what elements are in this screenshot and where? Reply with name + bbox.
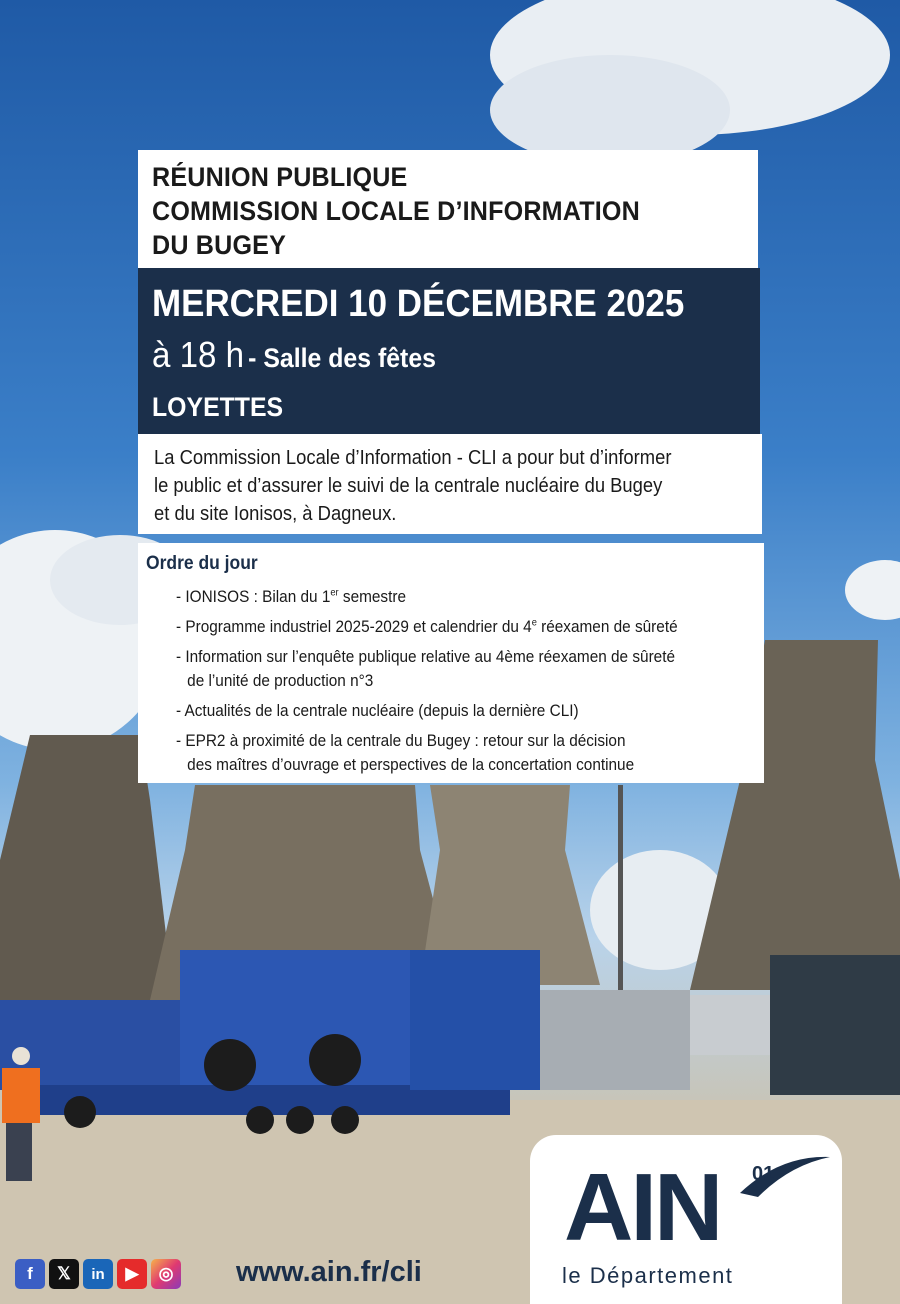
cloud-right bbox=[845, 560, 900, 620]
agenda-item-2-sup: e bbox=[531, 617, 537, 629]
event-venue: - Salle des fêtes bbox=[248, 343, 436, 373]
wheel-5 bbox=[331, 1106, 359, 1134]
title-line-2: COMMISSION LOCALE D’INFORMATION bbox=[152, 196, 640, 226]
event-time: à 18 h bbox=[152, 334, 245, 375]
website-link[interactable]: www.ain.fr/cli bbox=[236, 1256, 422, 1288]
logo-number: 01 bbox=[752, 1163, 775, 1185]
cloud-top bbox=[490, 55, 730, 165]
wheel-1 bbox=[204, 1039, 256, 1091]
wheel-2 bbox=[309, 1034, 361, 1086]
agenda-item-4: - Actualités de la centrale nucléaire (depuis la dernière CLI) bbox=[176, 702, 579, 720]
agenda-item-2 bbox=[176, 615, 715, 639]
agenda-item-1-text: - IONISOS : Bilan du 1 bbox=[176, 588, 331, 606]
facebook-icon[interactable]: f bbox=[15, 1259, 45, 1289]
agenda-item-1-sup: er bbox=[330, 587, 339, 599]
event-date-box bbox=[138, 268, 760, 434]
worker-helmet bbox=[12, 1047, 30, 1065]
building-dark bbox=[770, 955, 900, 1095]
agenda-item-2-end: réexamen de sûreté bbox=[536, 618, 678, 636]
worker-vest bbox=[2, 1068, 40, 1123]
agenda-item-1-end: semestre bbox=[338, 588, 407, 606]
agenda-title: Ordre du jour bbox=[146, 553, 258, 574]
logo-ain: AIN bbox=[564, 1154, 721, 1261]
agenda-list bbox=[176, 585, 756, 777]
trailer-frame bbox=[410, 950, 540, 1090]
wheel-3 bbox=[246, 1106, 274, 1134]
logo-subtitle: le Département bbox=[562, 1263, 734, 1288]
title-line-1: RÉUNION PUBLIQUE bbox=[152, 162, 408, 192]
agenda-item-5 bbox=[176, 729, 715, 777]
building-grey bbox=[540, 990, 690, 1090]
wheel-6 bbox=[64, 1096, 96, 1128]
agenda-item-3-line-1: - Information sur l’enquête publique relative au 4ème réexamen de sûreté bbox=[176, 648, 676, 666]
building-white bbox=[690, 995, 780, 1055]
intro-line-3: et du site Ionisos, à Dagneux. bbox=[154, 503, 397, 525]
worker-legs bbox=[6, 1123, 32, 1181]
instagram-icon[interactable]: ◎ bbox=[151, 1259, 181, 1289]
youtube-icon[interactable]: ▶ bbox=[117, 1259, 147, 1289]
intro-line-1: La Commission Locale d’Information - CLI a pour but d’informer bbox=[154, 447, 672, 469]
agenda-item-2-text: - Programme industriel 2025-2029 et calendrier du 4 bbox=[176, 618, 532, 636]
x-twitter-icon[interactable]: 𝕏 bbox=[49, 1259, 79, 1289]
event-date: MERCREDI 10 DÉCEMBRE 2025 bbox=[152, 283, 685, 325]
wheel-4 bbox=[286, 1106, 314, 1134]
agenda-item-5-line-2: des maîtres d’ouvrage et perspectives de la concertation continue bbox=[187, 756, 635, 774]
event-city: LOYETTES bbox=[152, 392, 284, 422]
event-time-venue bbox=[152, 334, 698, 384]
agenda-item-1 bbox=[176, 585, 715, 609]
agenda-item-5-line-1: - EPR2 à proximité de la centrale du Bugey : retour sur la décision bbox=[176, 732, 626, 750]
intro-box bbox=[138, 434, 762, 534]
title-line-3: DU BUGEY bbox=[152, 230, 287, 260]
agenda-box bbox=[138, 543, 764, 783]
agenda-item-3 bbox=[176, 645, 715, 693]
linkedin-icon[interactable]: in bbox=[83, 1259, 113, 1289]
meeting-title-box bbox=[138, 150, 758, 268]
agenda-item-3-line-2: de l’unité de production n°3 bbox=[187, 672, 374, 690]
social-links bbox=[15, 1259, 181, 1289]
intro-line-2: le public et d’assurer le suivi de la centrale nucléaire du Bugey bbox=[154, 475, 663, 497]
ain-department-logo bbox=[530, 1135, 842, 1304]
